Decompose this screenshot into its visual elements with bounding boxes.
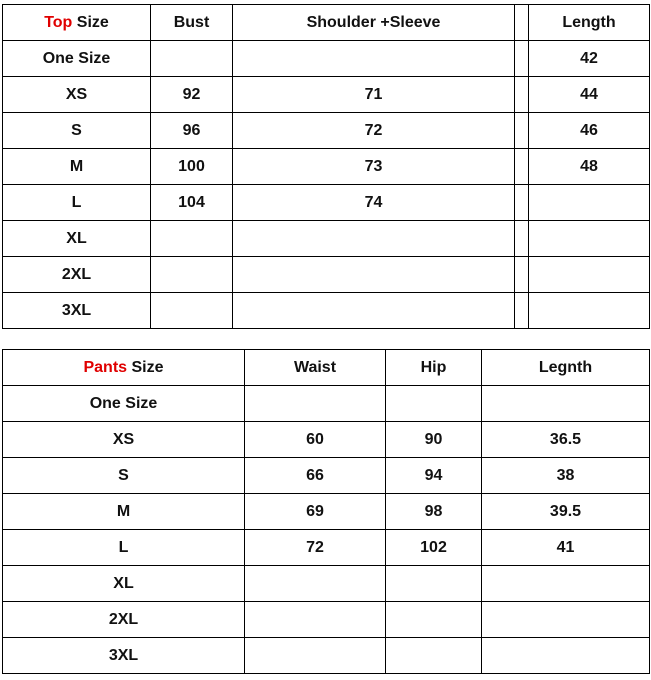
table-row: [3, 149, 650, 185]
hip-cell: 102: [386, 530, 482, 566]
shoulder-sleeve-header: Shoulder +Sleeve: [233, 5, 515, 41]
hip-cell: 90: [386, 422, 482, 458]
length-cell: 42: [529, 41, 650, 77]
length-cell: [529, 185, 650, 221]
top-table-header-row: [3, 5, 650, 41]
divider-cell: [515, 149, 529, 185]
divider-cell: [515, 293, 529, 329]
top-size-header: [3, 5, 151, 41]
hip-cell: [386, 566, 482, 602]
divider-cell: [515, 113, 529, 149]
waist-cell: 66: [245, 458, 386, 494]
size-cell: 3XL: [3, 293, 151, 329]
divider-cell: [515, 221, 529, 257]
length-cell: [529, 221, 650, 257]
table-row: [3, 221, 650, 257]
length-cell: [482, 602, 650, 638]
shoulder-sleeve-cell: 73: [233, 149, 515, 185]
hip-header: Hip: [386, 350, 482, 386]
shoulder-sleeve-cell: [233, 257, 515, 293]
hip-cell: 98: [386, 494, 482, 530]
bust-cell: [151, 221, 233, 257]
bust-cell: [151, 41, 233, 77]
table-row: [3, 422, 650, 458]
divider-cell: [515, 41, 529, 77]
size-cell: M: [3, 494, 245, 530]
size-cell: XL: [3, 221, 151, 257]
waist-cell: [245, 602, 386, 638]
shoulder-sleeve-cell: [233, 41, 515, 77]
top-size-header-suffix: Size: [72, 13, 109, 31]
length-cell: [529, 257, 650, 293]
length-cell: [529, 293, 650, 329]
hip-cell: [386, 602, 482, 638]
length-cell: 44: [529, 77, 650, 113]
divider-column: [515, 5, 529, 41]
pants-size-table: [2, 349, 650, 674]
table-row: [3, 602, 650, 638]
shoulder-sleeve-cell: 71: [233, 77, 515, 113]
table-row: [3, 41, 650, 77]
shoulder-sleeve-cell: 72: [233, 113, 515, 149]
top-length-header: Length: [529, 5, 650, 41]
size-cell: XS: [3, 422, 245, 458]
length-cell: [482, 566, 650, 602]
length-cell: 38: [482, 458, 650, 494]
top-size-header-prefix: Top: [44, 13, 73, 31]
shoulder-sleeve-cell: 74: [233, 185, 515, 221]
length-cell: [482, 386, 650, 422]
table-row: [3, 566, 650, 602]
table-row: [3, 386, 650, 422]
size-cell: L: [3, 530, 245, 566]
table-row: [3, 185, 650, 221]
waist-cell: 69: [245, 494, 386, 530]
hip-cell: 94: [386, 458, 482, 494]
length-cell: [482, 638, 650, 674]
size-cell: 2XL: [3, 257, 151, 293]
table-row: [3, 494, 650, 530]
size-cell: One Size: [3, 386, 245, 422]
pants-size-header-suffix: Size: [127, 358, 164, 376]
top-size-table: [2, 4, 650, 329]
shoulder-sleeve-cell: [233, 293, 515, 329]
waist-cell: [245, 638, 386, 674]
pants-table-header-row: [3, 350, 650, 386]
waist-cell: [245, 566, 386, 602]
divider-cell: [515, 257, 529, 293]
length-cell: 48: [529, 149, 650, 185]
length-cell: 39.5: [482, 494, 650, 530]
table-row: [3, 293, 650, 329]
table-row: [3, 113, 650, 149]
table-row: [3, 638, 650, 674]
waist-cell: 72: [245, 530, 386, 566]
length-cell: 46: [529, 113, 650, 149]
table-row: [3, 257, 650, 293]
bust-cell: 92: [151, 77, 233, 113]
divider-cell: [515, 77, 529, 113]
hip-cell: [386, 386, 482, 422]
length-cell: 36.5: [482, 422, 650, 458]
waist-cell: [245, 386, 386, 422]
pants-length-header: Legnth: [482, 350, 650, 386]
size-cell: One Size: [3, 41, 151, 77]
size-cell: M: [3, 149, 151, 185]
size-cell: S: [3, 458, 245, 494]
waist-cell: 60: [245, 422, 386, 458]
table-row: [3, 530, 650, 566]
hip-cell: [386, 638, 482, 674]
size-cell: XS: [3, 77, 151, 113]
pants-size-header-prefix: Pants: [83, 358, 128, 376]
table-row: [3, 77, 650, 113]
size-cell: S: [3, 113, 151, 149]
bust-cell: [151, 293, 233, 329]
waist-header: Waist: [245, 350, 386, 386]
size-cell: 2XL: [3, 602, 245, 638]
size-cell: XL: [3, 566, 245, 602]
divider-cell: [515, 185, 529, 221]
bust-cell: [151, 257, 233, 293]
length-cell: 41: [482, 530, 650, 566]
pants-size-header: [3, 350, 245, 386]
bust-cell: 104: [151, 185, 233, 221]
bust-header: Bust: [151, 5, 233, 41]
bust-cell: 100: [151, 149, 233, 185]
bust-cell: 96: [151, 113, 233, 149]
size-cell: 3XL: [3, 638, 245, 674]
shoulder-sleeve-cell: [233, 221, 515, 257]
size-cell: L: [3, 185, 151, 221]
table-row: [3, 458, 650, 494]
